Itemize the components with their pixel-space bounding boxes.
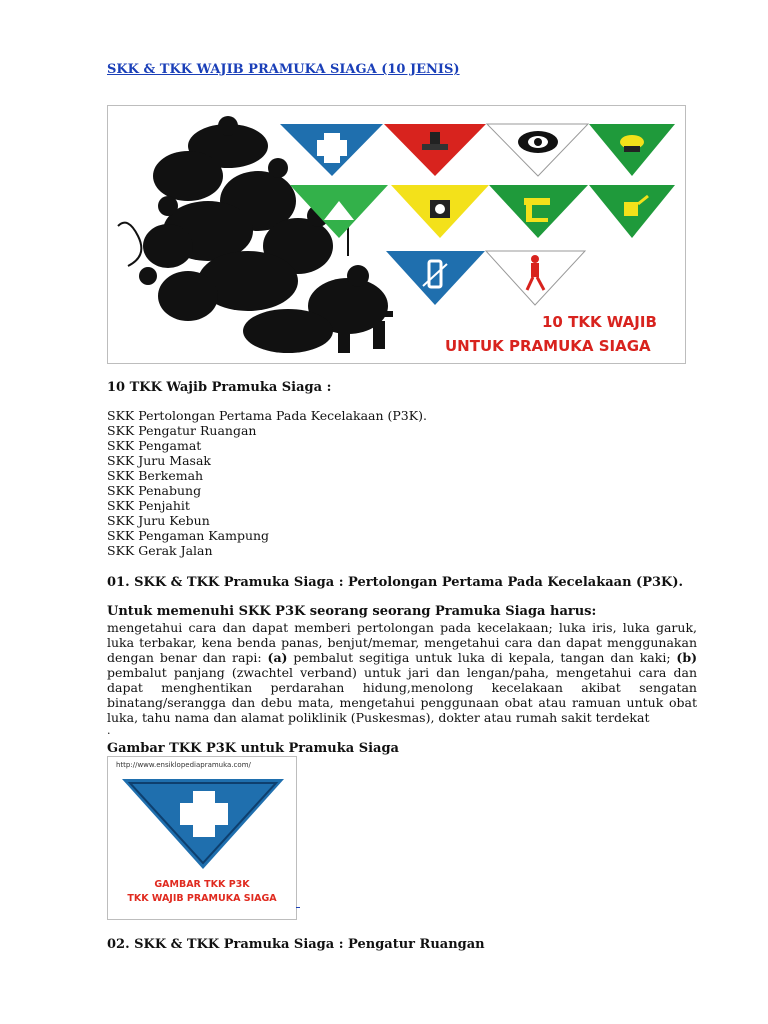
list-item: SKK Pengaman Kampung [107, 528, 270, 543]
list-item: SKK Gerak Jalan [107, 543, 213, 558]
badge-juru-kebun [589, 185, 675, 238]
stray-dot: . [107, 724, 111, 737]
thumbnail-caption-line2: TKK WAJIB PRAMUKA SIAGA [127, 893, 277, 904]
para-text: mengetahui cara dan dapat memberi pertolongan pada kecelakaan; luka iris, luka garuk, luka terbakar, kena benda panas, benjut/memar, mengetahui cara dan dapat menggunakan dengan benar dan rapi: [107, 620, 697, 665]
badge-p3k [280, 124, 383, 176]
link-underline-trail [296, 907, 300, 908]
para-marker-b: (b) [676, 650, 697, 665]
section2-heading: 02. SKK & TKK Pramuka Siaga : Pengatur Ruangan [107, 937, 485, 952]
para-marker-a: (a) [267, 650, 288, 665]
list-item: SKK Pengatur Ruangan [107, 423, 257, 438]
hero-caption-line1: 10 TKK WAJIB [542, 313, 657, 331]
hero-image [107, 105, 686, 364]
hero-illustration [108, 106, 685, 363]
list-item: SKK Penabung [107, 483, 202, 498]
list-heading: 10 TKK Wajib Pramuka Siaga : [107, 380, 332, 395]
hero-caption-line2: UNTUK PRAMUKA SIAGA [445, 337, 651, 355]
list-item: SKK Berkemah [107, 468, 204, 483]
badge-pengaman-kampung [386, 251, 485, 305]
thumbnail-caption-line1: GAMBAR TKK P3K [154, 879, 250, 890]
list-item: SKK Pertolongan Pertama Pada Kecelakaan (P3K). [107, 408, 427, 423]
list-item: SKK Juru Masak [107, 453, 211, 468]
section1-heading: 01. SKK & TKK Pramuka Siaga : Pertolongan Pertama Pada Kecelakaan (P3K). [107, 575, 683, 590]
badge-juru-masak [589, 124, 675, 176]
badge-penjahit [489, 185, 588, 238]
badge-penabung [391, 185, 489, 238]
document-title-link[interactable]: SKK & TKK WAJIB PRAMUKA SIAGA (10 JENIS) [107, 62, 460, 77]
p3k-thumbnail-image [107, 756, 297, 920]
badge-gerak-jalan [486, 251, 585, 305]
para-text: pembalut panjang (zwachtel verband) untuk jari dan lengan/paha, mengetahui cara dan dapat menghentikan perdarahan hidung,menolong kecelakaan akibat sengatan binatang/serangga dan debu mata, mengetahui penggunaan obat atau ramuan untuk obat luka, tahu nama dan alamat poliklinik (Puskesmas), dokter atau rumah sakit terdekat [107, 665, 697, 725]
section1-paragraph [107, 620, 697, 725]
list-item: SKK Juru Kebun [107, 513, 210, 528]
section1-subheading: Untuk memenuhi SKK P3K seorang seorang Pramuka Siaga harus: [107, 604, 597, 619]
tkk-list [107, 408, 427, 558]
list-item: SKK Penjahit [107, 498, 190, 513]
para-text: pembalut segitiga untuk luka di kepala, tangan dan kaki; [287, 650, 677, 665]
badge-pengatur-ruangan [384, 124, 486, 176]
image-heading: Gambar TKK P3K untuk Pramuka Siaga [107, 741, 399, 756]
thumbnail-url: http://www.ensiklopediapramuka.com/ [116, 761, 251, 769]
badge-pengamat [487, 124, 588, 176]
list-item: SKK Pengamat [107, 438, 202, 453]
